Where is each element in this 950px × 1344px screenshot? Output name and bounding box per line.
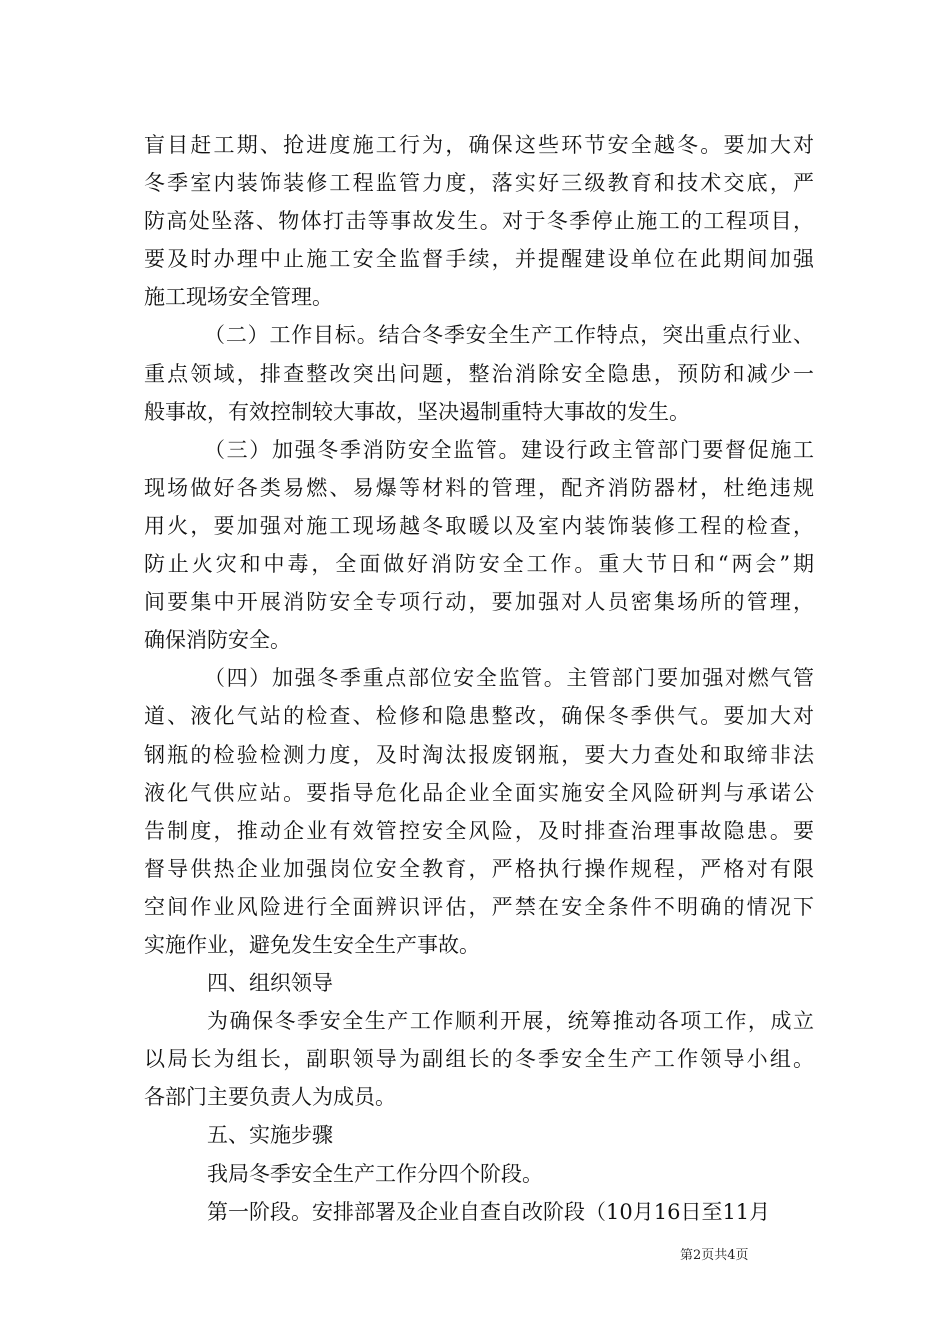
text-line: 要及时办理中止施工安全监督手续，并提醒建设单位在此期间加强 [144,247,814,272]
text-line: 防止火灾和中毒，全面做好消防安全工作。重大节日和“两会”期 [144,552,814,577]
text-line: （三）加强冬季消防安全监管。建设行政主管部门要督促施工 [204,437,814,462]
page-number-footer: 第2页共4页 [680,1248,749,1263]
text-line: 实施作业，避免发生安全生产事故。 [144,932,480,957]
text-line: 督导供热企业加强岗位安全教育，严格执行操作规程，严格对有限 [144,856,814,881]
text-line: 防高处坠落、物体打击等事故发生。对于冬季停止施工的工程项目， [144,209,814,234]
text-line: 重点领域，排查整改突出问题，整治消除安全隐患，预防和减少一 [144,361,814,386]
text-line: 为确保冬季安全生产工作顺利开展，统筹推动各项工作，成立 [207,1009,814,1034]
text-line: 各部门主要负责人为成员。 [144,1085,396,1110]
section-heading: 四、组织领导 [207,971,333,996]
text-line: 现场做好各类易燃、易爆等材料的管理，配齐消防器材，杜绝违规 [144,475,814,500]
document-body [144,126,814,1231]
text-line: 液化气供应站。要指导危化品企业全面实施安全风险研判与承诺公 [144,780,814,805]
text-line: 钢瓶的检验检测力度，及时淘汰报废钢瓶，要大力查处和取缔非法 [144,742,814,767]
text-line: 盲目赶工期、抢进度施工行为，确保这些环节安全越冬。要加大对 [144,133,814,157]
section-heading: 五、实施步骤 [207,1123,333,1148]
text-line: 冬季室内装饰装修工程监管力度，落实好三级教育和技术交底，严 [144,171,814,196]
text-line: 用火，要加强对施工现场越冬取暖以及室内装饰装修工程的检查， [144,513,814,538]
text-line: 我局冬季安全生产工作分四个阶段。 [207,1161,543,1186]
text-line: 第一阶段。安排部署及企业自查自改阶段（10月16日至11月 [207,1199,771,1224]
text-line: 般事故，有效控制较大事故，坚决遏制重特大事故的发生。 [144,399,690,424]
text-line: 空间作业风险进行全面辨识评估，严禁在安全条件不明确的情况下 [144,894,814,919]
text-line: （四）加强冬季重点部位安全监管。主管部门要加强对燃气管 [204,666,814,691]
text-line: 道、液化气站的检查、检修和隐患整改，确保冬季供气。要加大对 [144,704,814,729]
text-line: 以局长为组长，副职领导为副组长的冬季安全生产工作领导小组。 [144,1047,814,1072]
text-line: （二）工作目标。结合冬季安全生产工作特点，突出重点行业、 [204,323,814,348]
text-line: 确保消防安全。 [144,628,291,653]
text-line: 告制度，推动企业有效管控安全风险，及时排查治理事故隐患。要 [144,818,814,843]
text-line: 施工现场安全管理。 [144,285,333,310]
text-line: 间要集中开展消防安全专项行动，要加强对人员密集场所的管理， [144,590,814,615]
